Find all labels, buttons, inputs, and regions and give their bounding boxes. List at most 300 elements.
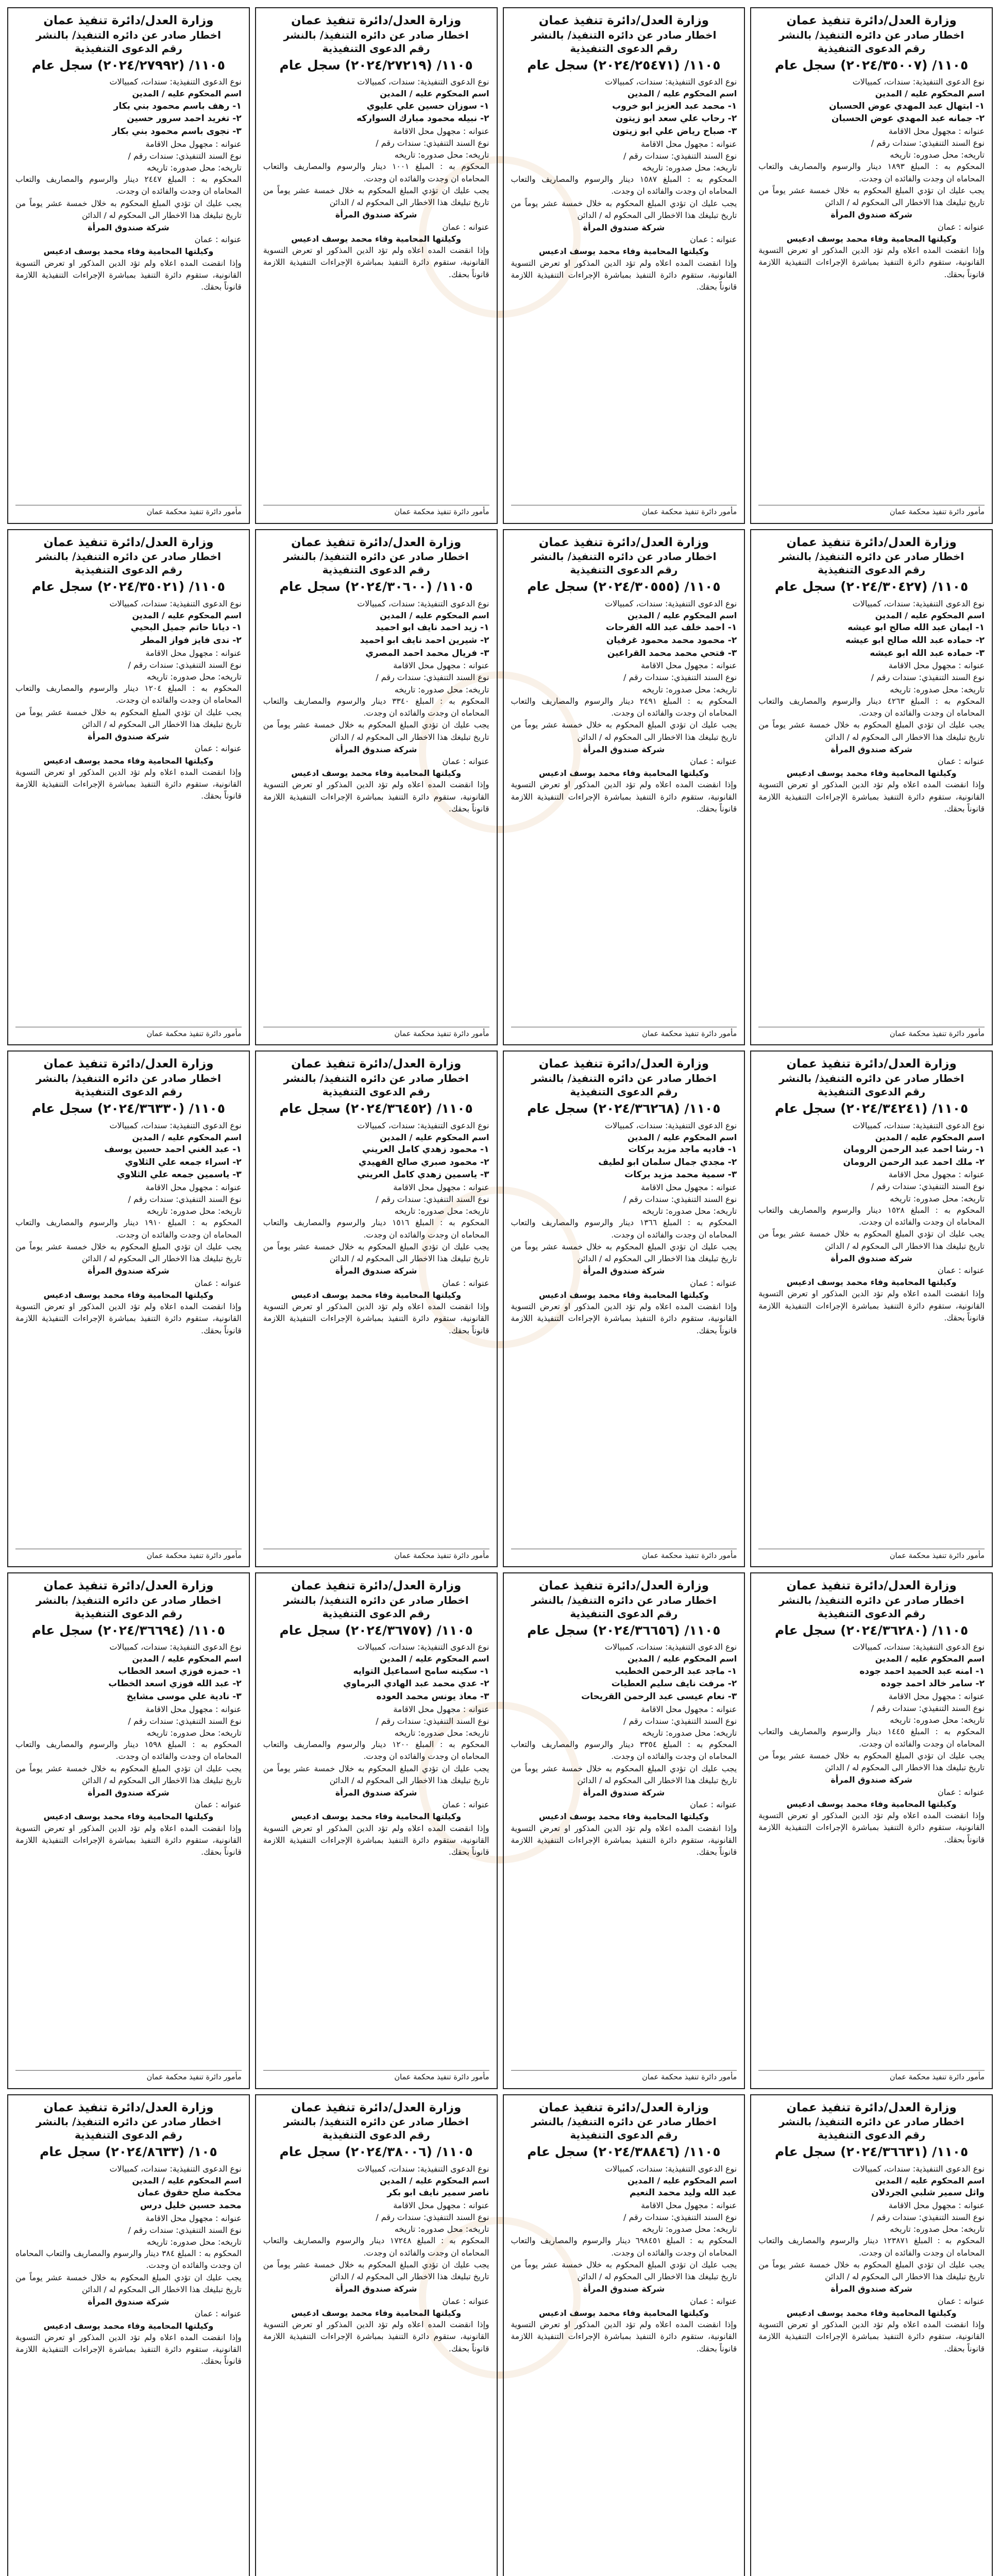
case-number: ١١٠٥/ (٢٠٢٤/٢٧٩٩٢) سجل عام bbox=[31, 57, 226, 73]
debtor-address: عنوانه : مجهول محل الاقامة bbox=[888, 126, 985, 136]
notices-grid bbox=[7, 7, 993, 2576]
debtor-list bbox=[758, 100, 985, 125]
debtor-address: عنوانه : مجهول محل الاقامة bbox=[640, 1182, 737, 1192]
case-number: ١١٠٥/ (٢٠٢٤/٣٨٠٠٦) سجل عام bbox=[279, 2144, 473, 2160]
judgment-type: نوع السند التنفيذي: سندات رقم / bbox=[871, 2212, 985, 2223]
payment-demand: يجب عليك ان تؤدي المبلغ المحكوم به خلال خمسة عشر يوماً من تاريخ تبليغك هذا الاخطار الى المحكوم له / الدائن bbox=[263, 720, 489, 742]
debtor-address: عنوانه : مجهول محل الاقامة bbox=[888, 660, 985, 671]
debtor-address: عنوانه : مجهول محل الاقامة bbox=[640, 660, 737, 671]
notice-card-10 bbox=[503, 1050, 745, 1567]
creditor-name: شركة صندوق المرأة bbox=[830, 210, 912, 220]
debtor-heading: اسم المحكوم عليه / المدين bbox=[627, 89, 737, 99]
debtor-heading: اسم المحكوم عليه / المدين bbox=[627, 1654, 737, 1664]
case-label: رقم الدعوى التنفيذية bbox=[74, 564, 182, 577]
creditor-agent: وكيلتها المحامية وفاء محمد يوسف ادعيس bbox=[538, 246, 709, 257]
notice-card-16 bbox=[7, 1572, 250, 2089]
debtor-name: ١- محمد عبد العزيز ابو خروب bbox=[612, 100, 737, 111]
judgment-amount: المحكوم به : المبلغ ١٥١٦ دينار والرسوم والمصاريف والتعاب المحاماه ان وجدت والفائده ان وجدت. bbox=[263, 1218, 489, 1240]
debtor-list bbox=[511, 1143, 737, 1181]
case-number: ١١٠٥/ (٢٠٢٤/٢٧٢١٩) سجل عام bbox=[279, 57, 473, 73]
closing-text: وإذا انقضت المده اعلاه ولم تؤد الدين المذكور او تعرض التسوية القانونية، ستقوم دائرة التنفيذ بمباشرة الإجراءات التنفيذية اللازمة قانوناً بحقك. bbox=[758, 780, 985, 814]
payment-demand: يجب عليك ان تؤدي المبلغ المحكوم به خلال خمسة عشر يوماً من تاريخ تبليغك هذا الاخطار الى المحكوم له / الدائن bbox=[263, 2260, 489, 2282]
debtor-name: ٣- معاذ يونس محمد العوده bbox=[376, 1691, 489, 1702]
closing-text: وإذا انقضت المده اعلاه ولم تؤد الدين المذكور او تعرض التسوية القانونية، ستقوم دائرة التنفيذ بمباشرة الإجراءات التنفيذية اللازمة قانوناً بحقك. bbox=[758, 1811, 985, 1844]
case-number: ١١٠٥/ (٢٠٢٤/٣٦٣٣٠) سجل عام bbox=[31, 1101, 226, 1116]
creditor-agent: وكيلتها المحامية وفاء محمد يوسف ادعيس bbox=[291, 1290, 462, 1300]
debtor-name: ١- ماجد عبد الرحمن الخطيب bbox=[615, 1666, 737, 1676]
notice-title: اخطار صادر عن دائره التنفيذ/ بالنشر bbox=[531, 550, 717, 563]
debtor-address: عنوانه : مجهول محل الاقامة bbox=[393, 1182, 489, 1192]
judgment-type: نوع السند التنفيذي: سندات رقم / bbox=[128, 659, 242, 670]
debtor-name: ٣- ياسمين جمعه علي الثلاوي bbox=[117, 1170, 242, 1180]
notice-card-6 bbox=[503, 529, 745, 1046]
debtor-name: ٢- ملك احمد عبد الرحمن الرومان bbox=[843, 1157, 985, 1167]
ministry-header: وزارة العدل/دائرة تنفيذ عمان bbox=[291, 535, 462, 549]
debtor-name: ١- سكينه سامح اسماعيل التوايه bbox=[353, 1666, 489, 1676]
payment-demand: يجب عليك ان تؤدي المبلغ المحكوم به خلال خمسة عشر يوماً من تاريخ تبليغك هذا الاخطار الى المحكوم له / الدائن bbox=[263, 1242, 489, 1264]
case-number: ١١٠٥/ (٢٠٢٤/٣٦٤٥٢) سجل عام bbox=[279, 1101, 473, 1116]
judgment-type: نوع السند التنفيذي: سندات رقم / bbox=[623, 2212, 737, 2223]
ministry-header: وزارة العدل/دائرة تنفيذ عمان bbox=[538, 14, 709, 27]
creditor-address: عنوانه : عمان bbox=[442, 222, 489, 232]
debtor-heading: اسم المحكوم عليه / المدين bbox=[875, 1132, 985, 1142]
judgment-date: تاريخه: محل صدوره: تاريخه bbox=[147, 1206, 242, 1216]
judgment-amount: المحكوم به : المبلغ ١٣٦٦ دينار والرسوم والمصاريف والتعاب المحاماه ان وجدت والفائده ان وجدت. bbox=[511, 1218, 737, 1240]
judgment-date: تاريخه: محل صدوره: تاريخه bbox=[394, 684, 489, 694]
debtor-name: ٢- محمود صبري صالح الفهيدي bbox=[358, 1157, 489, 1167]
closing-text: وإذا انقضت المده اعلاه ولم تؤد الدين المذكور او تعرض التسوية القانونية، ستقوم دائرة التنفيذ بمباشرة الإجراءات التنفيذية اللازمة قانوناً بحقك. bbox=[511, 780, 737, 814]
judgment-date: تاريخه: محل صدوره: تاريخه bbox=[890, 1193, 985, 1204]
case-type: نوع الدعوى التنفيذية: سندات، كمبيالات bbox=[852, 77, 985, 87]
debtor-address: عنوانه : مجهول محل الاقامة bbox=[888, 1170, 985, 1180]
judgment-type: نوع السند التنفيذي: سندات رقم / bbox=[128, 2225, 242, 2235]
debtor-name: ٢- سامر خالد احمد جوده bbox=[880, 1679, 985, 1689]
judgment-type: نوع السند التنفيذي: سندات رقم / bbox=[128, 150, 242, 161]
creditor-address: عنوانه : عمان bbox=[690, 756, 737, 766]
ministry-header: وزارة العدل/دائرة تنفيذ عمان bbox=[291, 1057, 462, 1071]
debtor-name: ٢- حماده عبد الله صالح ابو عيشه bbox=[845, 635, 985, 646]
case-type: نوع الدعوى التنفيذية: سندات، كمبيالات bbox=[852, 1642, 985, 1652]
debtor-name: ٣- فريال محمد احمد المصري bbox=[365, 648, 489, 658]
case-type: نوع الدعوى التنفيذية: سندات، كمبيالات bbox=[604, 1120, 737, 1130]
closing-text: وإذا انقضت المده اعلاه ولم تؤد الدين المذكور او تعرض التسوية القانونية، ستقوم دائرة التنفيذ بمباشرة الإجراءات التنفيذية اللازمة قانوناً بحقك. bbox=[511, 258, 737, 292]
creditor-agent: وكيلتها المحامية وفاء محمد يوسف ادعيس bbox=[43, 755, 214, 766]
case-label: رقم الدعوى التنفيذية bbox=[570, 42, 678, 55]
creditor-agent: وكيلتها المحامية وفاء محمد يوسف ادعيس bbox=[291, 233, 462, 244]
judgment-date: تاريخه: محل صدوره: تاريخه bbox=[642, 1727, 737, 1738]
judgment-amount: المحكوم به : المبلغ ٦٩٨٤٥١ دينار والرسوم والمصاريف والتعاب المحاماه ان وجدت والفائده ان وجدت. bbox=[511, 2236, 737, 2258]
debtor-list bbox=[511, 2187, 737, 2199]
creditor-address: عنوانه : عمان bbox=[194, 2309, 242, 2319]
signature: مأمور دائرة تنفيذ محكمة عمان bbox=[511, 1027, 737, 1039]
ministry-header: وزارة العدل/دائرة تنفيذ عمان bbox=[43, 14, 214, 27]
creditor-address: عنوانه : عمان bbox=[442, 2296, 489, 2306]
case-type: نوع الدعوى التنفيذية: سندات، كمبيالات bbox=[109, 2163, 242, 2174]
debtor-list bbox=[758, 1143, 985, 1168]
debtor-list bbox=[15, 2187, 242, 2212]
notice-card-12 bbox=[7, 1050, 250, 1567]
creditor-name: شركة صندوق المرأة bbox=[335, 210, 417, 220]
notice-card-19 bbox=[255, 2094, 498, 2576]
judgment-date: تاريخه: محل صدوره: تاريخه bbox=[890, 2224, 985, 2234]
closing-text: وإذا انقضت المده اعلاه ولم تؤد الدين المذكور او تعرض التسوية القانونية، ستقوم دائرة التنفيذ بمباشرة الإجراءات التنفيذية اللازمة قانوناً بحقك. bbox=[758, 2320, 985, 2353]
notice-card-13 bbox=[750, 1572, 993, 2089]
notice-title: اخطار صادر عن دائره التنفيذ/ بالنشر bbox=[283, 1594, 469, 1606]
creditor-name: شركة صندوق المرأة bbox=[88, 1266, 170, 1276]
creditor-agent: وكيلتها المحامية وفاء محمد يوسف ادعيس bbox=[43, 1290, 214, 1300]
payment-demand: يجب عليك ان تؤدي المبلغ المحكوم به خلال خمسة عشر يوماً من تاريخ تبليغك هذا الاخطار الى المحكوم له / الدائن bbox=[15, 2273, 242, 2294]
debtor-list bbox=[758, 621, 985, 659]
signature: مأمور دائرة تنفيذ محكمة عمان bbox=[758, 2070, 985, 2082]
ministry-header: وزارة العدل/دائرة تنفيذ عمان bbox=[291, 2100, 462, 2114]
judgment-date: تاريخه: محل صدوره: تاريخه bbox=[394, 1727, 489, 1738]
closing-text: وإذا انقضت المده اعلاه ولم تؤد الدين المذكور او تعرض التسوية القانونية، ستقوم دائرة التنفيذ بمباشرة الإجراءات التنفيذية اللازمة قانوناً بحقك. bbox=[15, 2332, 242, 2366]
ministry-header: وزارة العدل/دائرة تنفيذ عمان bbox=[43, 2100, 214, 2114]
case-number: ١١٠٥/ (٢٠٢٤/٣٦٦٥٦) سجل عام bbox=[527, 1622, 721, 1638]
notice-card-1 bbox=[750, 7, 993, 524]
creditor-name: شركة صندوق المرأة bbox=[335, 744, 417, 754]
debtor-address: عنوانه : مجهول محل الاقامة bbox=[393, 126, 489, 136]
debtor-heading: اسم المحكوم عليه / المدين bbox=[380, 2176, 489, 2186]
creditor-name: شركة صندوق المرأة bbox=[335, 1266, 417, 1276]
signature: مأمور دائرة تنفيذ محكمة عمان bbox=[758, 1549, 985, 1561]
payment-demand: يجب عليك ان تؤدي المبلغ المحكوم به خلال خمسة عشر يوماً من تاريخ تبليغك هذا الاخطار الى المحكوم له / الدائن bbox=[758, 720, 985, 742]
payment-demand: يجب عليك ان تؤدي المبلغ المحكوم به خلال خمسة عشر يوماً من تاريخ تبليغك هذا الاخطار الى المحكوم له / الدائن bbox=[511, 2260, 737, 2282]
judgment-type: نوع السند التنفيذي: سندات رقم / bbox=[376, 1194, 489, 1205]
debtor-name: ١- ايمان عبد الله صالح ابو عيشه bbox=[848, 622, 985, 633]
notice-card-11 bbox=[255, 1050, 498, 1567]
case-number: ١١٠٥/ (٢٠٢٤/٣٠٥٥٥) سجل عام bbox=[527, 579, 721, 595]
judgment-amount: المحكوم به : المبلغ ١٨٩٣ دينار والرسوم والمصاريف والتعاب المحاماه ان وجدت والفائده ان وجدت. bbox=[758, 162, 985, 183]
judgment-type: نوع السند التنفيذي: سندات رقم / bbox=[871, 1181, 985, 1192]
creditor-name: شركة صندوق المرأة bbox=[335, 1788, 417, 1798]
ministry-header: وزارة العدل/دائرة تنفيذ عمان bbox=[43, 1579, 214, 1592]
creditor-address: عنوانه : عمان bbox=[937, 222, 985, 232]
creditor-agent: وكيلتها المحامية وفاء محمد يوسف ادعيس bbox=[538, 768, 709, 778]
debtor-name: محمد حسين خليل درس bbox=[140, 2200, 242, 2211]
creditor-name: شركة صندوق المرأة bbox=[583, 1788, 665, 1798]
judgment-date: تاريخه: محل صدوره: تاريخه bbox=[890, 1715, 985, 1725]
debtor-name: عبد الله وليد محمد النعيم bbox=[630, 2188, 737, 2198]
closing-text: وإذا انقضت المده اعلاه ولم تؤد الدين المذكور او تعرض التسوية القانونية، ستقوم دائرة التنفيذ بمباشرة الإجراءات التنفيذية اللازمة قانوناً بحقك. bbox=[263, 1823, 489, 1857]
case-number: ١١٠٥/ (٢٠٢٤/٣٦٢٦٨) سجل عام bbox=[527, 1101, 721, 1116]
judgment-date: تاريخه: محل صدوره: تاريخه bbox=[642, 2224, 737, 2234]
debtor-name: ٢- جمانه عبد المهدي عوض الحسبان bbox=[831, 113, 985, 124]
closing-text: وإذا انقضت المده اعلاه ولم تؤد الدين المذكور او تعرض التسوية القانونية، ستقوم دائرة التنفيذ بمباشرة الإجراءات التنفيذية اللازمة قانوناً بحقك. bbox=[15, 1302, 242, 1335]
debtor-address: عنوانه : مجهول محل الاقامة bbox=[145, 648, 242, 658]
case-type: نوع الدعوى التنفيذية: سندات، كمبيالات bbox=[357, 1642, 489, 1652]
debtor-name: ١- ابتهال عبد المهدي عوض الحسبان bbox=[829, 100, 985, 111]
notice-title: اخطار صادر عن دائره التنفيذ/ بالنشر bbox=[36, 550, 222, 563]
ministry-header: وزارة العدل/دائرة تنفيذ عمان bbox=[786, 2100, 957, 2114]
debtor-address: عنوانه : مجهول محل الاقامة bbox=[393, 660, 489, 671]
creditor-agent: وكيلتها المحامية وفاء محمد يوسف ادعيس bbox=[291, 2308, 462, 2318]
payment-demand: يجب عليك ان تؤدي المبلغ المحكوم به خلال خمسة عشر يوماً من تاريخ تبليغك هذا الاخطار الى المحكوم له / الدائن bbox=[15, 198, 242, 220]
payment-demand: يجب عليك ان تؤدي المبلغ المحكوم به خلال خمسة عشر يوماً من تاريخ تبليغك هذا الاخطار الى المحكوم له / الدائن bbox=[15, 707, 242, 729]
judgment-date: تاريخه: محل صدوره: تاريخه bbox=[147, 671, 242, 682]
ministry-header: وزارة العدل/دائرة تنفيذ عمان bbox=[538, 1057, 709, 1071]
debtor-address: عنوانه : مجهول محل الاقامة bbox=[145, 1182, 242, 1192]
debtor-list bbox=[15, 1665, 242, 1703]
creditor-agent: وكيلتها المحامية وفاء محمد يوسف ادعيس bbox=[538, 1290, 709, 1300]
judgment-amount: المحكوم به : المبلغ ١٢٠٠ دينار والرسوم والمصاريف والتعاب المحاماه ان وجدت والفائده ان وجدت. bbox=[263, 1740, 489, 1761]
payment-demand: يجب عليك ان تؤدي المبلغ المحكوم به خلال خمسة عشر يوماً من تاريخ تبليغك هذا الاخطار الى المحكوم له / الدائن bbox=[758, 1751, 985, 1773]
signature: مأمور دائرة تنفيذ محكمة عمان bbox=[263, 1027, 489, 1039]
creditor-agent: وكيلتها المحامية وفاء محمد يوسف ادعيس bbox=[786, 768, 957, 778]
case-type: نوع الدعوى التنفيذية: سندات، كمبيالات bbox=[852, 2163, 985, 2174]
judgment-amount: المحكوم به : المبلغ ١٩١٠ دينار والرسوم والمصاريف والتعاب المحاماه ان وجدت والفائده ان وجدت. bbox=[15, 1218, 242, 1240]
debtor-list bbox=[758, 1665, 985, 1690]
debtor-name: واثل سمير شلبي الجردلان bbox=[871, 2188, 985, 2198]
debtor-heading: اسم المحكوم عليه / المدين bbox=[132, 2176, 242, 2186]
notice-title: اخطار صادر عن دائره التنفيذ/ بالنشر bbox=[36, 1072, 222, 1085]
judgment-type: نوع السند التنفيذي: سندات رقم / bbox=[376, 2212, 489, 2223]
creditor-name: شركة صندوق المرأة bbox=[88, 732, 170, 742]
judgment-date: تاريخه: محل صدوره: تاريخه bbox=[147, 2236, 242, 2247]
case-number: ١١٠٥/ (٢٠٢٤/٣٥٠٢١) سجل عام bbox=[31, 579, 226, 595]
case-label: رقم الدعوى التنفيذية bbox=[570, 1086, 678, 1098]
notice-title: اخطار صادر عن دائره التنفيذ/ بالنشر bbox=[531, 2115, 717, 2128]
debtor-list bbox=[263, 1665, 489, 1703]
debtor-heading: اسم المحكوم عليه / المدين bbox=[380, 611, 489, 621]
judgment-date: تاريخه: محل صدوره: تاريخه bbox=[394, 2224, 489, 2234]
creditor-address: عنوانه : عمان bbox=[194, 234, 242, 245]
case-number: ١١٠٥/ (٢٠٢٤/٣٠٤٢٧) سجل عام bbox=[774, 579, 969, 595]
signature: مأمور دائرة تنفيذ محكمة عمان bbox=[15, 1027, 242, 1039]
debtor-name: ١- فاديه ماجد مزيد بركات bbox=[628, 1144, 737, 1155]
debtor-name: ٢- نبيله محمود مبارك السواركه bbox=[357, 113, 489, 124]
creditor-name: شركة صندوق المرأة bbox=[583, 2284, 665, 2294]
debtor-heading: اسم المحكوم عليه / المدين bbox=[875, 2176, 985, 2186]
judgment-amount: المحكوم به : المبلغ ١٧٢٤٨ دينار والرسوم والمصاريف والتعاب المحاماه ان وجدت والفائده ان وجدت. bbox=[263, 2236, 489, 2258]
notice-title: اخطار صادر عن دائره التنفيذ/ بالنشر bbox=[778, 2115, 964, 2128]
case-type: نوع الدعوى التنفيذية: سندات، كمبيالات bbox=[604, 1642, 737, 1652]
creditor-agent: وكيلتها المحامية وفاء محمد يوسف ادعيس bbox=[538, 2308, 709, 2318]
debtor-heading: اسم المحكوم عليه / المدين bbox=[380, 1132, 489, 1142]
closing-text: وإذا انقضت المده اعلاه ولم تؤد الدين المذكور او تعرض التسوية القانونية، ستقوم دائرة التنفيذ بمباشرة الإجراءات التنفيذية اللازمة قانوناً بحقك. bbox=[758, 1289, 985, 1323]
closing-text: وإذا انقضت المده اعلاه ولم تؤد الدين المذكور او تعرض التسوية القانونية، ستقوم دائرة التنفيذ بمباشرة الإجراءات التنفيذية اللازمة قانوناً بحقك. bbox=[15, 258, 242, 292]
judgment-amount: المحكوم به : المبلغ ٣٨٤ دينار والرسوم والمصاريف والتعاب المحاماه ان وجدت والفائده ان وجدت. bbox=[15, 2249, 242, 2270]
case-label: رقم الدعوى التنفيذية bbox=[818, 42, 926, 55]
signature: مأمور دائرة تنفيذ محكمة عمان bbox=[758, 1027, 985, 1039]
debtor-name: ١- محمود زهدي كامل العريني bbox=[362, 1144, 489, 1155]
debtor-name: ٣- نادية علي موسى مشايخ bbox=[126, 1691, 242, 1702]
notice-card-15 bbox=[255, 1572, 498, 2089]
creditor-address: عنوانه : عمان bbox=[194, 1800, 242, 1810]
notice-title: اخطار صادر عن دائره التنفيذ/ بالنشر bbox=[778, 28, 964, 41]
creditor-address: عنوانه : عمان bbox=[442, 1800, 489, 1810]
case-type: نوع الدعوى التنفيذية: سندات، كمبيالات bbox=[109, 1120, 242, 1130]
notice-title: اخطار صادر عن دائره التنفيذ/ بالنشر bbox=[531, 28, 717, 41]
creditor-address: عنوانه : عمان bbox=[690, 1800, 737, 1810]
case-number: ١١٠٥/ (٢٠٢٤/٣٨٨٤٦) سجل عام bbox=[527, 2144, 721, 2160]
creditor-agent: وكيلتها المحامية وفاء محمد يوسف ادعيس bbox=[291, 1811, 462, 1822]
case-label: رقم الدعوى التنفيذية bbox=[570, 2129, 678, 2142]
debtor-name: ٢- رحاب علي سعد ابو زيتون bbox=[615, 113, 737, 124]
debtor-name: ٢- مجدي جمال سلمان ابو لطيف bbox=[598, 1157, 737, 1167]
ministry-header: وزارة العدل/دائرة تنفيذ عمان bbox=[786, 14, 957, 27]
debtor-heading: اسم المحكوم عليه / المدين bbox=[132, 611, 242, 621]
judgment-type: نوع السند التنفيذي: سندات رقم / bbox=[128, 1194, 242, 1205]
judgment-date: تاريخه: محل صدوره: تاريخه bbox=[642, 1206, 737, 1216]
case-number: ١٠٥/ (٢٠٢٤/٨٦٣٣) سجل عام bbox=[39, 2144, 217, 2160]
payment-demand: يجب عليك ان تؤدي المبلغ المحكوم به خلال خمسة عشر يوماً من تاريخ تبليغك هذا الاخطار الى المحكوم له / الدائن bbox=[263, 185, 489, 208]
signature: مأمور دائرة تنفيذ محكمة عمان bbox=[263, 505, 489, 517]
judgment-type: نوع السند التنفيذي: سندات رقم / bbox=[623, 672, 737, 683]
case-type: نوع الدعوى التنفيذية: سندات، كمبيالات bbox=[109, 1642, 242, 1652]
debtor-heading: اسم المحكوم عليه / المدين bbox=[132, 89, 242, 99]
ministry-header: وزارة العدل/دائرة تنفيذ عمان bbox=[786, 1057, 957, 1071]
judgment-date: تاريخه: محل صدوره: تاريخه bbox=[890, 150, 985, 160]
debtor-name: ٢- شيرين احمد نايف ابو احميد bbox=[360, 635, 489, 646]
signature: مأمور دائرة تنفيذ محكمة عمان bbox=[263, 1549, 489, 1561]
notice-title: اخطار صادر عن دائره التنفيذ/ بالنشر bbox=[778, 1072, 964, 1085]
ministry-header: وزارة العدل/دائرة تنفيذ عمان bbox=[291, 14, 462, 27]
notice-title: اخطار صادر عن دائره التنفيذ/ بالنشر bbox=[283, 1072, 469, 1085]
ministry-header: وزارة العدل/دائرة تنفيذ عمان bbox=[538, 535, 709, 549]
case-number: ١١٠٥/ (٢٠٢٤/٣٦٦٣١) سجل عام bbox=[774, 2144, 969, 2160]
debtor-heading: اسم المحكوم عليه / المدين bbox=[627, 1132, 737, 1142]
case-label: رقم الدعوى التنفيذية bbox=[74, 42, 182, 55]
judgment-amount: المحكوم به : المبلغ ١٢٠٤ دينار والرسوم والمصاريف والتعاب المحاماه ان وجدت والفائده ان وجدت. bbox=[15, 684, 242, 705]
debtor-name: ١- عبد الغني احمد حسين يوسف bbox=[104, 1144, 242, 1155]
judgment-date: تاريخه: محل صدوره: تاريخه bbox=[642, 684, 737, 694]
debtor-list bbox=[15, 621, 242, 647]
debtor-name: ٢- ندى فايز فواز المطر bbox=[141, 635, 242, 646]
case-label: رقم الدعوى التنفيذية bbox=[322, 2129, 430, 2142]
debtor-address: عنوانه : مجهول محل الاقامة bbox=[640, 1704, 737, 1714]
creditor-name: شركة صندوق المرأة bbox=[830, 744, 912, 754]
creditor-agent: وكيلتها المحامية وفاء محمد يوسف ادعيس bbox=[786, 1277, 957, 1287]
judgment-type: نوع السند التنفيذي: سندات رقم / bbox=[623, 1716, 737, 1726]
case-type: نوع الدعوى التنفيذية: سندات، كمبيالات bbox=[109, 598, 242, 608]
debtor-name: ٢- محمود محمد محمود غرفيان bbox=[606, 635, 737, 646]
ministry-header: وزارة العدل/دائرة تنفيذ عمان bbox=[786, 535, 957, 549]
case-type: نوع الدعوى التنفيذية: سندات، كمبيالات bbox=[604, 2163, 737, 2174]
creditor-name: شركة صندوق المرأة bbox=[335, 2284, 417, 2294]
notice-title: اخطار صادر عن دائره التنفيذ/ بالنشر bbox=[283, 28, 469, 41]
judgment-date: تاريخه: محل صدوره: تاريخه bbox=[642, 162, 737, 173]
case-number: ١١٠٥/ (٢٠٢٤/٣٦٧٥٧) سجل عام bbox=[279, 1622, 473, 1638]
case-type: نوع الدعوى التنفيذية: سندات، كمبيالات bbox=[109, 77, 242, 87]
debtor-address: عنوانه : مجهول محل الاقامة bbox=[640, 139, 737, 149]
payment-demand: يجب عليك ان تؤدي المبلغ المحكوم به خلال خمسة عشر يوماً من تاريخ تبليغك هذا الاخطار الى المحكوم له / الدائن bbox=[511, 198, 737, 220]
signature: مأمور دائرة تنفيذ محكمة عمان bbox=[758, 505, 985, 517]
notice-card-5 bbox=[750, 529, 993, 1046]
closing-text: وإذا انقضت المده اعلاه ولم تؤد الدين المذكور او تعرض التسوية القانونية، ستقوم دائرة التنفيذ بمباشرة الإجراءات التنفيذية اللازمة قانوناً بحقك. bbox=[263, 246, 489, 279]
creditor-agent: وكيلتها المحامية وفاء محمد يوسف ادعيس bbox=[786, 1799, 957, 1809]
ministry-header: وزارة العدل/دائرة تنفيذ عمان bbox=[538, 1579, 709, 1592]
creditor-address: عنوانه : عمان bbox=[690, 2296, 737, 2306]
judgment-amount: المحكوم به : المبلغ ٢٤٩١ دينار والرسوم والمصاريف والتعاب المحاماه ان وجدت والفائده ان وجدت. bbox=[511, 696, 737, 718]
case-type: نوع الدعوى التنفيذية: سندات، كمبيالات bbox=[357, 77, 489, 87]
debtor-list bbox=[263, 621, 489, 659]
case-type: نوع الدعوى التنفيذية: سندات، كمبيالات bbox=[604, 77, 737, 87]
debtor-heading: اسم المحكوم عليه / المدين bbox=[875, 1654, 985, 1664]
judgment-type: نوع السند التنفيذي: سندات رقم / bbox=[376, 138, 489, 148]
debtor-address: عنوانه : مجهول محل الاقامة bbox=[145, 139, 242, 149]
debtor-heading: اسم المحكوم عليه / المدين bbox=[380, 1654, 489, 1664]
judgment-date: تاريخه: محل صدوره: تاريخه bbox=[394, 1206, 489, 1216]
notice-card-7 bbox=[255, 529, 498, 1046]
judgment-amount: المحكوم به : المبلغ ١٠٠١ دينار والرسوم والمصاريف والتعاب المحاماه ان وجدت والفائده ان وجدت. bbox=[263, 162, 489, 183]
debtor-name: ٢- عدي محمد عبد الهادي البرماوي bbox=[343, 1679, 489, 1689]
debtor-name: ١- ديانا حاتم جميل البحيي bbox=[130, 622, 242, 633]
debtor-address: عنوانه : مجهول محل الاقامة bbox=[145, 1704, 242, 1714]
judgment-amount: المحكوم به : المبلغ ٤٢٦٣ دينار والرسوم والمصاريف والتعاب المحاماه ان وجدت والفائده ان وجدت. bbox=[758, 696, 985, 718]
case-number: ١١٠٥/ (٢٠٢٤/٣٠٦٠٠) سجل عام bbox=[279, 579, 473, 595]
closing-text: وإذا انقضت المده اعلاه ولم تؤد الدين المذكور او تعرض التسوية القانونية، ستقوم دائرة التنفيذ بمباشرة الإجراءات التنفيذية اللازمة قانوناً بحقك. bbox=[511, 1302, 737, 1335]
notice-card-17 bbox=[750, 2094, 993, 2576]
debtor-name: ١- سوزان حسين علي عليوي bbox=[366, 100, 489, 111]
notice-title: اخطار صادر عن دائره التنفيذ/ بالنشر bbox=[36, 28, 222, 41]
case-number: ١١٠٥/ (٢٠٢٤/٣٦٦٩٤) سجل عام bbox=[31, 1622, 226, 1638]
debtor-name: ٢- مرفت نايف سليم العطيات bbox=[611, 1679, 737, 1689]
creditor-agent: وكيلتها المحامية وفاء محمد يوسف ادعيس bbox=[43, 2320, 214, 2331]
judgment-amount: المحكوم به : المبلغ ١٥٩٨ دينار والرسوم والمصاريف والتعاب المحاماه ان وجدت والفائده ان وجدت. bbox=[15, 1740, 242, 1761]
notice-card-8 bbox=[7, 529, 250, 1046]
judgment-date: تاريخه: محل صدوره: تاريخه bbox=[890, 684, 985, 694]
payment-demand: يجب عليك ان تؤدي المبلغ المحكوم به خلال خمسة عشر يوماً من تاريخ تبليغك هذا الاخطار الى المحكوم له / الدائن bbox=[758, 2260, 985, 2282]
debtor-name: ١- رشا احمد عبد الرحمن الرومان bbox=[843, 1144, 985, 1155]
payment-demand: يجب عليك ان تؤدي المبلغ المحكوم به خلال خمسة عشر يوماً من تاريخ تبليغك هذا الاخطار الى المحكوم له / الدائن bbox=[263, 1764, 489, 1785]
debtor-name: ٢- تغريد احمد سرور حسين bbox=[127, 113, 242, 124]
case-label: رقم الدعوى التنفيذية bbox=[74, 2129, 182, 2142]
notice-card-18 bbox=[503, 2094, 745, 2576]
closing-text: وإذا انقضت المده اعلاه ولم تؤد الدين المذكور او تعرض التسوية القانونية، ستقوم دائرة التنفيذ بمباشرة الإجراءات التنفيذية اللازمة قانوناً بحقك. bbox=[511, 1823, 737, 1857]
case-label: رقم الدعوى التنفيذية bbox=[322, 564, 430, 577]
payment-demand: يجب عليك ان تؤدي المبلغ المحكوم به خلال خمسة عشر يوماً من تاريخ تبليغك هذا الاخطار الى المحكوم له / الدائن bbox=[15, 1764, 242, 1785]
creditor-agent: وكيلتها المحامية وفاء محمد يوسف ادعيس bbox=[786, 233, 957, 244]
signature: مأمور دائرة تنفيذ محكمة عمان bbox=[263, 2070, 489, 2082]
judgment-date: تاريخه: محل صدوره: تاريخه bbox=[147, 162, 242, 173]
judgment-amount: المحكوم به : المبلغ ١٢٣٨٧١ دينار والرسوم والمصاريف والتعاب المحاماه ان وجدت والفائده ان وجدت. bbox=[758, 2236, 985, 2258]
debtor-list bbox=[511, 1665, 737, 1703]
debtor-list bbox=[263, 1143, 489, 1181]
ministry-header: وزارة العدل/دائرة تنفيذ عمان bbox=[538, 2100, 709, 2114]
creditor-agent: وكيلتها المحامية وفاء محمد يوسف ادعيس bbox=[786, 2308, 957, 2318]
notice-title: اخطار صادر عن دائره التنفيذ/ بالنشر bbox=[36, 2115, 222, 2128]
debtor-list bbox=[15, 1143, 242, 1181]
debtor-heading: اسم المحكوم عليه / المدين bbox=[132, 1654, 242, 1664]
creditor-address: عنوانه : عمان bbox=[937, 1787, 985, 1797]
creditor-name: شركة صندوق المرأة bbox=[583, 744, 665, 754]
case-type: نوع الدعوى التنفيذية: سندات، كمبيالات bbox=[852, 598, 985, 608]
creditor-address: عنوانه : عمان bbox=[442, 1278, 489, 1288]
case-label: رقم الدعوى التنفيذية bbox=[570, 564, 678, 577]
signature: مأمور دائرة تنفيذ محكمة عمان bbox=[15, 1549, 242, 1561]
debtor-address: عنوانه : مجهول محل الاقامة bbox=[888, 1691, 985, 1701]
ministry-header: وزارة العدل/دائرة تنفيذ عمان bbox=[43, 1057, 214, 1071]
judgment-amount: المحكوم به : المبلغ ٢٤٤٧ دينار والرسوم والمصاريف والتعاب المحاماه ان وجدت والفائده ان وجدت. bbox=[15, 175, 242, 196]
creditor-address: عنوانه : عمان bbox=[194, 743, 242, 754]
debtor-list bbox=[263, 100, 489, 125]
creditor-name: شركة صندوق المرأة bbox=[88, 1788, 170, 1798]
case-number: ١١٠٥/ (٢٠٢٤/٣٦٢٨٠) سجل عام bbox=[774, 1622, 969, 1638]
creditor-name: شركة صندوق المرأة bbox=[830, 2284, 912, 2294]
judgment-type: نوع السند التنفيذي: سندات رقم / bbox=[376, 672, 489, 683]
judgment-type: نوع السند التنفيذي: سندات رقم / bbox=[871, 672, 985, 683]
creditor-name: شركة صندوق المرأة bbox=[830, 1775, 912, 1785]
debtor-name: ناصر سمير نايف ابو بكر bbox=[387, 2188, 489, 2198]
payment-demand: يجب عليك ان تؤدي المبلغ المحكوم به خلال خمسة عشر يوماً من تاريخ تبليغك هذا الاخطار الى المحكوم له / الدائن bbox=[511, 720, 737, 742]
judgment-amount: المحكوم به : المبلغ ١٥٨٧ دينار والرسوم والمصاريف والتعاب المحاماه ان وجدت والفائده ان وجدت. bbox=[511, 175, 737, 196]
case-label: رقم الدعوى التنفيذية bbox=[818, 2129, 926, 2142]
creditor-address: عنوانه : عمان bbox=[937, 2296, 985, 2306]
case-number: ١١٠٥/ (٢٠٢٤/٣٤٢٤١) سجل عام bbox=[774, 1101, 969, 1116]
notice-card-3 bbox=[255, 7, 498, 524]
case-label: رقم الدعوى التنفيذية bbox=[74, 1607, 182, 1620]
